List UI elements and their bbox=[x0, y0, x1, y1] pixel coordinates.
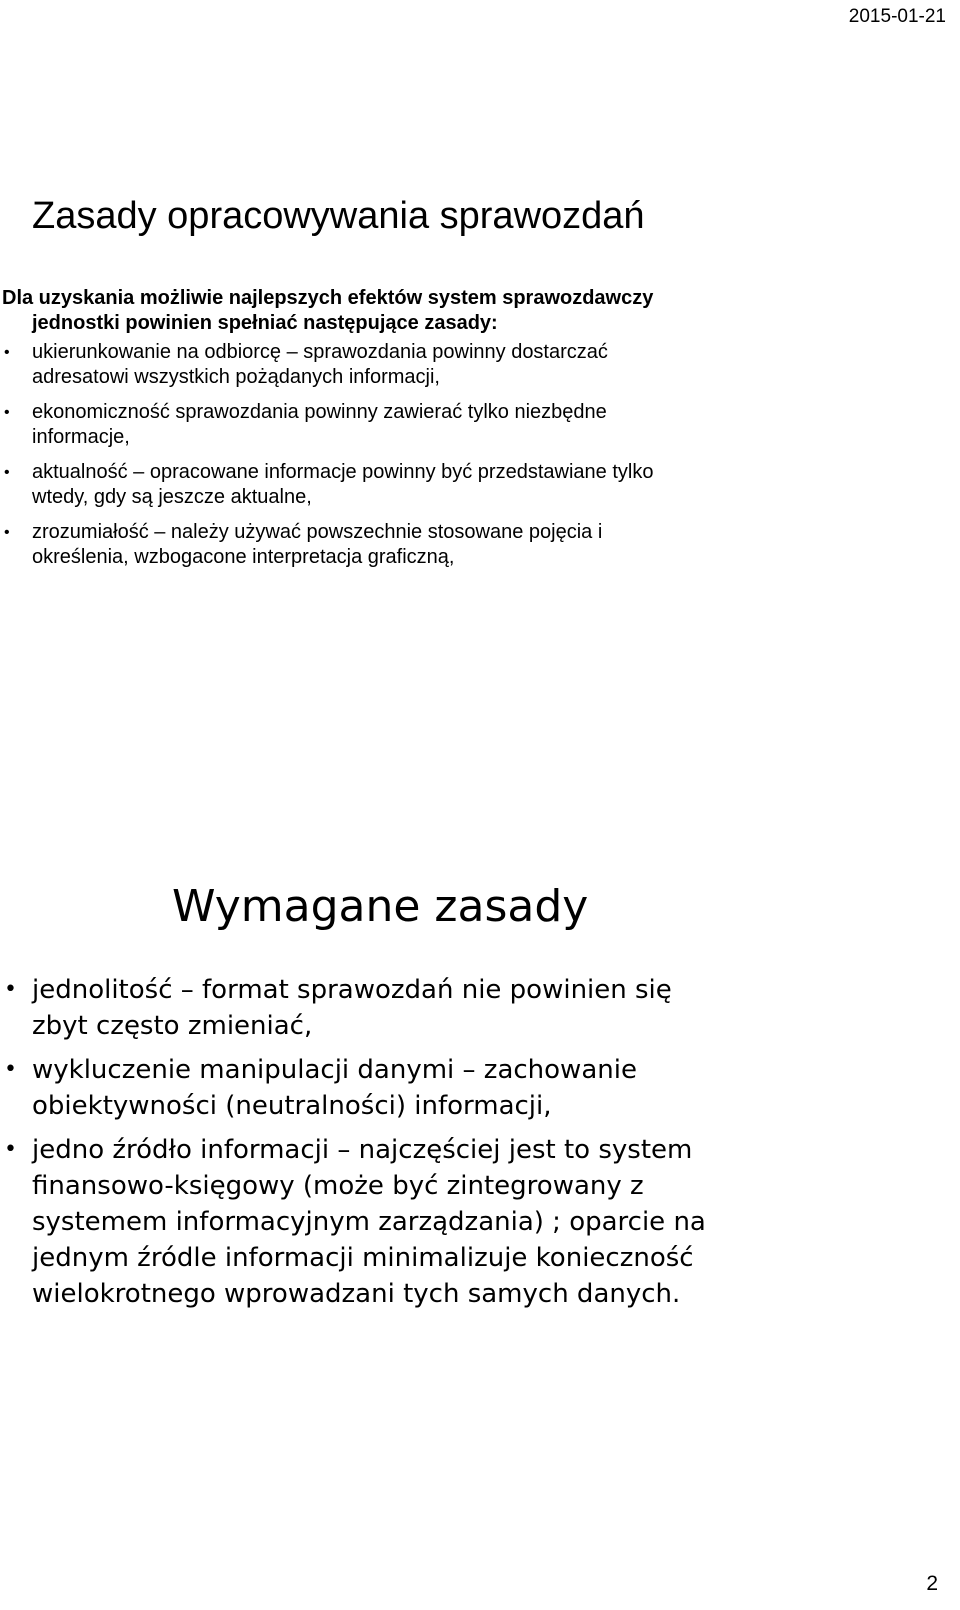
slide-2-title: Wymagane zasady bbox=[172, 881, 589, 932]
slide-1-title: Zasady opracowywania sprawozdań bbox=[32, 195, 645, 237]
bullet-item bbox=[0, 400, 700, 450]
bullet-icon: • bbox=[4, 464, 10, 481]
bullet-icon: • bbox=[4, 1137, 17, 1162]
bullet-item bbox=[0, 340, 700, 390]
bullet-item bbox=[0, 1052, 720, 1124]
bullet-item bbox=[0, 520, 700, 570]
slide-1-bullet-list bbox=[0, 340, 700, 570]
bullet-item bbox=[0, 972, 720, 1044]
bullet-icon: • bbox=[4, 524, 10, 541]
bullet-text: zrozumiałość – należy używać powszechnie stosowane pojęcia i określenia, wzbogacone interpretacja graficzną, bbox=[32, 521, 603, 568]
bullet-text: jedno źródło informacji – najczęściej jest to system finansowo-księgowy (może być zintegrowany z systemem informacyjnym zarządzania) ; oparcie na jednym źródle informacji minimalizuje konieczność wielokrotnego wprowadzani tych samych danych. bbox=[32, 1135, 706, 1309]
bullet-icon: • bbox=[4, 1057, 17, 1082]
bullet-text: ekonomiczność sprawozdania powinny zawierać tylko niezbędne informacje, bbox=[32, 401, 607, 448]
bullet-text: ukierunkowanie na odbiorcę – sprawozdania powinny dostarczać adresatowi wszystkich pożądanych informacji, bbox=[32, 341, 608, 388]
bullet-icon: • bbox=[4, 977, 17, 1002]
bullet-text: wykluczenie manipulacji danymi – zachowanie obiektywności (neutralności) informacji, bbox=[32, 1055, 637, 1121]
page-number: 2 bbox=[926, 1572, 938, 1595]
bullet-icon: • bbox=[4, 404, 10, 421]
slide-2-bullet-list bbox=[0, 972, 720, 1312]
slide-2-body bbox=[0, 972, 720, 1320]
bullet-icon: • bbox=[4, 344, 10, 361]
bullet-text: aktualność – opracowane informacje powinny być przedstawiane tylko wtedy, gdy są jeszcze aktualne, bbox=[32, 461, 654, 508]
bullet-text: jednolitość – format sprawozdań nie powinien się zbyt często zmieniać, bbox=[32, 975, 672, 1041]
document-date: 2015-01-21 bbox=[848, 6, 946, 27]
slide-1-intro: Dla uzyskania możliwie najlepszych efektów system sprawozdawczy jednostki powinien spełniać następujące zasady: bbox=[2, 287, 654, 334]
bullet-item bbox=[0, 1132, 720, 1312]
bullet-item bbox=[0, 460, 700, 510]
slide-1-body bbox=[0, 286, 700, 580]
